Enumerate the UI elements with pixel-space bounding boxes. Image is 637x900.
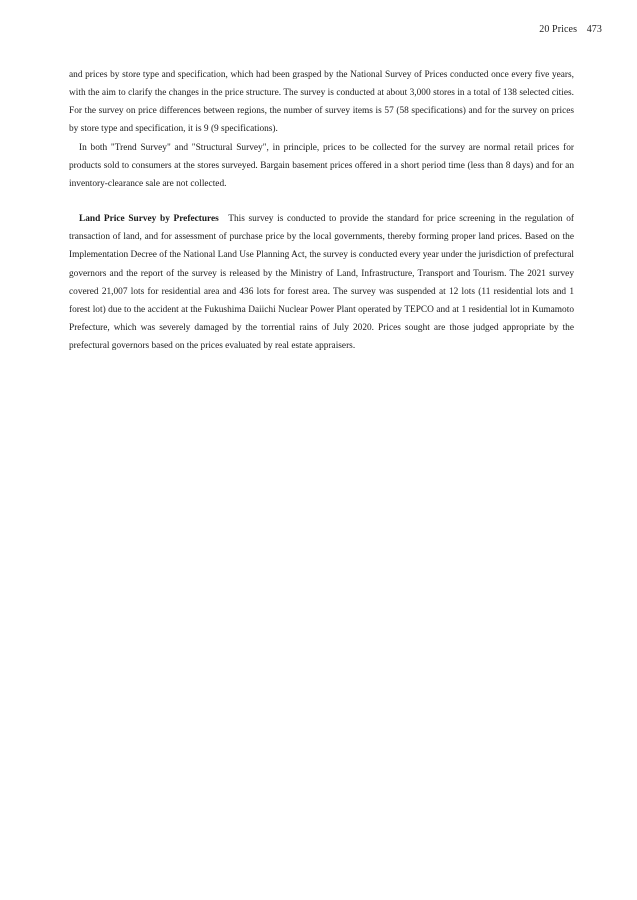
paragraph-land-price-survey (69, 210, 574, 355)
paragraph-price-structure: and prices by store type and specification, which had been grasped by the National Survey of Prices conducted once every five years, with the aim to clarify the changes in the price structure. The survey is conducted at about 3,000 stores in a total of 138 selected cities. For the survey on price differences between regions, the number of survey items is 57 (58 specifications) and for the survey on prices by store type and specification, it is 9 (9 specifications). (69, 70, 574, 135)
section-heading: Land Price Survey by Prefectures (79, 214, 219, 225)
paragraph-land-price-text: This survey is conducted to provide the standard for price screening in the regulation of transaction of land, and for assessment of purchase price by the local governments, thereby forming proper land prices. Based on the Implementation Decree of the National Land Use Planning Act, the survey is conducted every year under the jurisdiction of prefectural governors and the report of the survey is released by the Ministry of Land, Infrastructure, Transport and Tourism. The 2021 survey covered 21,007 lots for residential area and 436 lots for forest area. The survey was suspended at 12 lots (11 residential lots and 1 forest lot) due to the accident at the Fukushima Daiichi Nuclear Power Plant operated by TEPCO and at 1 residential lot in Kumamoto Prefecture, which was severely damaged by the torrential rains of July 2020. Prices sought are those judged appropriate by the prefectural governors based on the prices evaluated by real estate appraisers. (69, 214, 574, 352)
paragraph-retail-prices: In both "Trend Survey" and "Structural Survey", in principle, prices to be collected for the survey are normal retail prices for products sold to consumers at the stores surveyed. Bargain basement prices offered in a short period time (less than 8 days) and for an inventory-clearance sale are not collected. (69, 142, 574, 189)
body-text (69, 66, 574, 355)
page-number: 473 (586, 24, 602, 35)
section-title: 20 Prices (539, 24, 578, 35)
running-head (539, 24, 602, 35)
paragraph-spacer (69, 193, 574, 210)
